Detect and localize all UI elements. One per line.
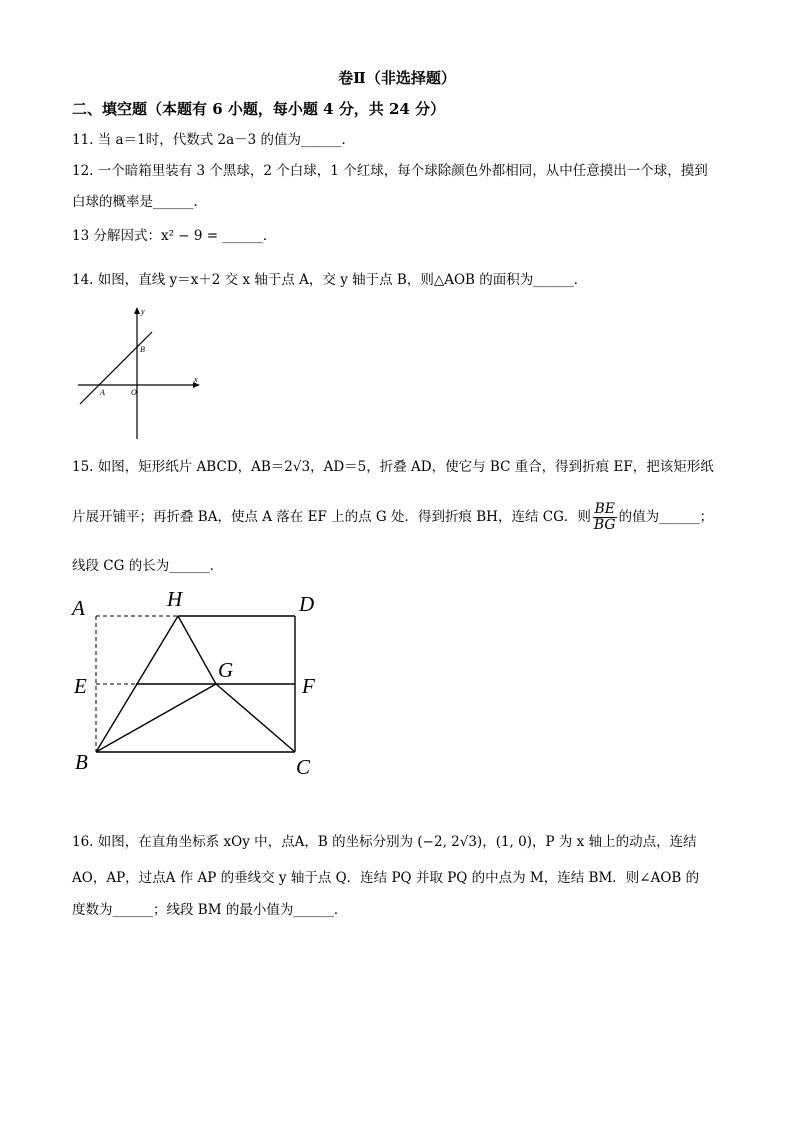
page-title: 卷Ⅱ（非选择题） [338,69,456,87]
vertex-d-label: D [299,592,315,616]
question-16-line-1: 16. 如图，在直角坐标系 xOy 中，点A，B 的坐标分别为 (−2, 2√3)，(1, 0)，P 为 x 轴上的动点，连结 [72,834,697,850]
q15-rectangle-figure [66,585,336,785]
fraction-numerator: BE [594,501,615,517]
vertex-a-label: A [72,596,85,620]
question-15-line-1: 15. 如图，矩形纸片 ABCD，AB＝2√3，AD＝5，折叠 AD，使它与 BC 重合，得到折痕 EF，把该矩形纸 [72,459,714,475]
question-13: 13 分解因式：x² − 9 = ______． [72,228,277,244]
vertex-c-label: C [296,755,311,779]
vertex-h-label: H [167,587,183,611]
question-12-line-1: 12. 一个暗箱里装有 3 个黑球，2 个白球，1 个红球，每个球除颜色外都相同，从中任意摸出一个球，摸到 [72,163,708,179]
vertex-f-label: F [302,674,315,698]
point-a-label: A [100,388,105,397]
vertex-e-label: E [74,674,87,698]
question-11: 11. 当 a＝1时，代数式 2a－3 的值为______． [72,132,355,148]
question-16-line-2: AO，AP，过点A 作 AP 的垂线交 y 轴于点 Q．连结 PQ 并取 PQ 的中点为 M，连结 BM．则∠AOB 的 [72,870,700,886]
x-axis-label: x [194,375,198,384]
question-15-line-2-end: 的值为______； [618,509,714,525]
question-16-line-3: 度数为______；线段 BM 的最小值为______． [72,902,348,918]
segment-hg [178,616,216,684]
q14-coordinate-figure [76,305,206,443]
question-15-line-3: 线段 CG 的长为______． [72,558,224,574]
question-12-line-2: 白球的概率是______． [72,194,207,210]
be-over-bg-fraction [593,502,617,533]
question-15-line-2 [72,500,713,534]
origin-label: O [131,388,137,397]
vertex-b-label: B [75,750,88,774]
fraction-denominator: BG [593,517,616,533]
point-g-label: G [218,658,234,682]
segment-gc [216,684,295,752]
line-y-equals-x-plus-2 [80,332,152,404]
y-axis-label: y [141,307,145,316]
question-14: 14. 如图，直线 y＝x＋2 交 x 轴于点 A，交 y 轴于点 B，则△AOB 的面积为______． [72,272,588,288]
segment-bg [96,684,216,752]
point-b-label: B [140,345,145,354]
section-heading: 二、填空题（本题有 6 小题，每小题 4 分，共 24 分） [72,100,446,118]
y-axis-arrow [134,307,140,314]
question-15-line-2-start: 片展开铺平；再折叠 BA，使点 A 落在 EF 上的点 G 处．得到折痕 BH，连结 CG．则 [72,509,591,525]
